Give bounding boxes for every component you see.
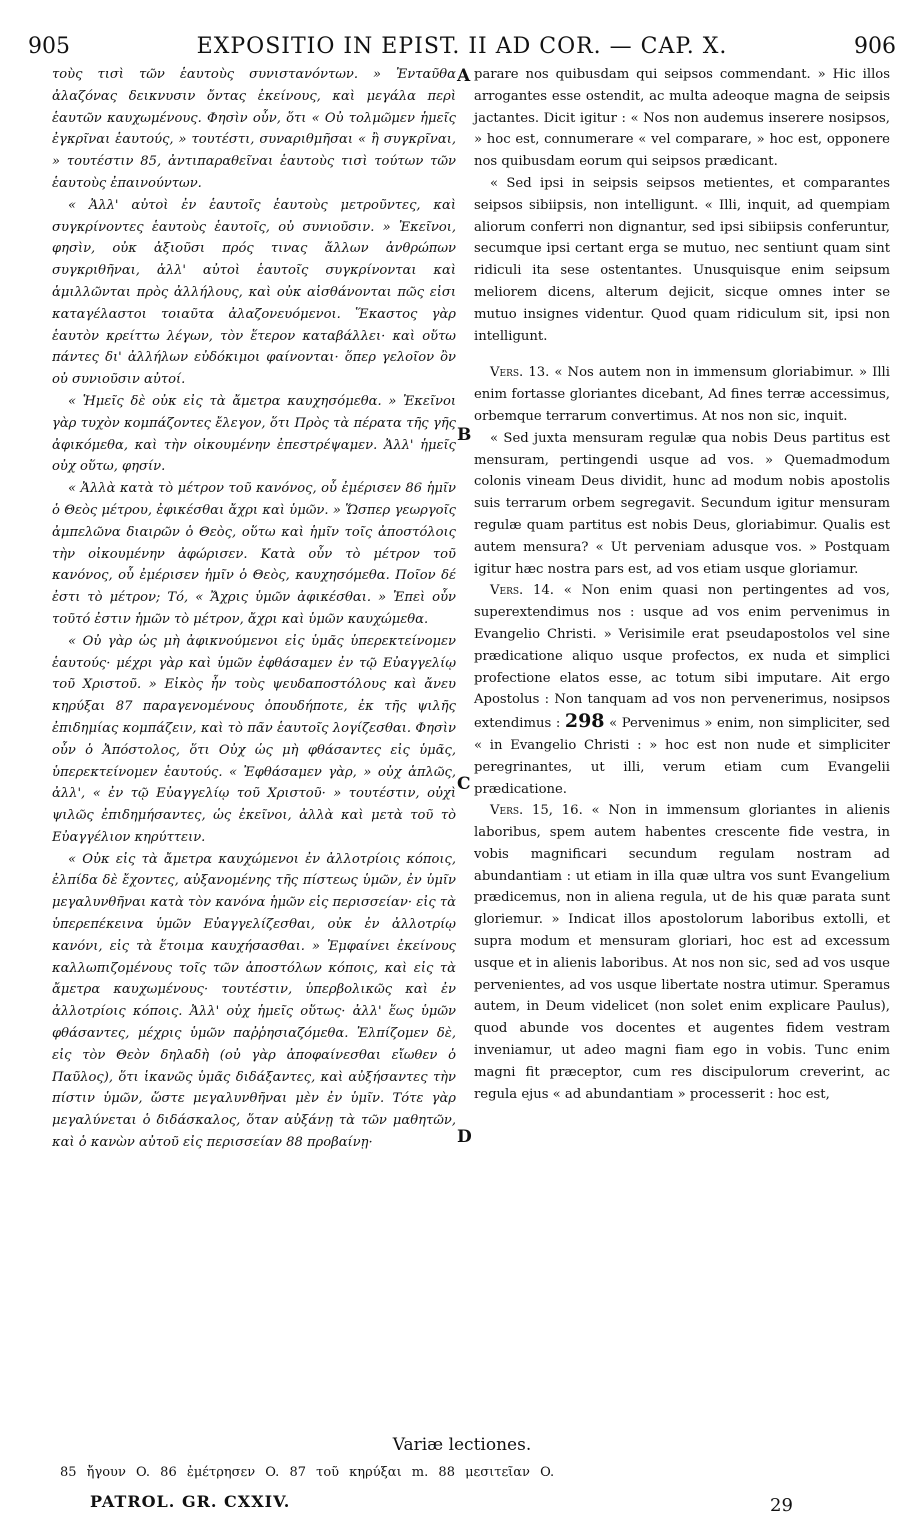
latin-paragraph: « Sed ipsi in seipsis seipsos metientes, et comparantes seipsos sibiipsis, non intelligunt. « Illi, inquit, ad quempiam aliorum conferri non dignantur, sed ipsi sibiipsis conferuntur, secumque ipsi certant erga se mutuo, nec sentiunt quam sint ridiculi ita sese ostentantes. Unusquisque enim seipsum meliorem dicens, alterum dejicit, sicque omnes inter se mutuo insignes videntur. Quod quam ridiculum sit, ipsi non intelligunt.	[474, 175, 890, 344]
greek-paragraph: « Ἀλλὰ κατὰ τὸ μέτρον τοῦ κανόνος, οὗ ἐμέρισεν 86 ἡμῖν ὁ Θεὸς μέτρου, ἐφικέσθαι ἄχρι καὶ ὑμῶν. » Ὥσπερ γεωργοῖς ἀμπελῶνα διαιρῶν ὁ Θεὸς, οὕτω καὶ ἡμῖν τοῖς ἀποστόλοις τὴν οἰκουμένην ἀφώρισεν. Κατὰ οὖν τὸ μέτρον τοῦ κανόνος, οὗ ἐμέρισεν ἡμῖν ὁ Θεὸς, καυχησόμεθα. Ποῖον δέ ἐστι τὸ μέτρον; Τό, « Ἄχρις ὑμῶν ἀφικέσθαι. » Ἐπεὶ οὖν τοῦτό ἐστιν ἡμῶν τὸ μέτρον, ἄχρι καὶ ὑμῶν καυχώμεθα.	[52, 481, 456, 627]
margin-marker-a: A	[457, 66, 471, 86]
patrologia-reference: PATROL. GR. CXXIV.	[90, 1492, 291, 1511]
page-number-right: 906	[854, 34, 896, 59]
latin-column	[474, 64, 890, 1105]
running-title: EXPOSITIO IN EPIST. II AD COR. — CAP. X.	[196, 34, 728, 59]
latin-text: « Non in immensum gloriantes in alienis laboribus, spem autem habentes crescente fide vestra, in vobis magnificari secundum regulam nostram ad abundantiam : ut etiam in illa quæ ultra vos sunt Evangelium prædicemus, non in aliena regula, ut de his quæ parata sunt gloriemur. » Indicat illos apostolorum laboribus extolli, et supra modum et mensuram gloriari, hoc est ad excessum usque et in alienis laboribus. At nos non sic, sed ad vos usque pervenientes, ad vos usque libertate nostra utimur. Speramus autem, in Deum videlicet (non solet enim explicare Paulus), quod abunde vos docentes et augentes fidem vestram inveniamur, ut adeo magni fiam ego in vobis. Tunc enim magni fit præceptor, cum res discipulorum creverint, ac regula ejus « ad abundantiam » processerit : hoc est,	[474, 803, 890, 1102]
latin-text: « Non enim quasi non pertingentes ad vos, superextendimus nos : usque ad vos enim pervenimus in Evangelio Christi. » Verisimile erat pseudapostolos vel sine prædicatione aliquo usque profectos, ex nuda et simplici profectione elatos esse, ac totum sibi imputare. Ait ergo Apostolus : Non tanquam ad vos non pervenerimus, nosipsos extendimus :	[474, 583, 890, 732]
latin-paragraph	[474, 580, 890, 800]
greek-paragraph: « Ἀλλ' αὐτοὶ ἐν ἑαυτοῖς ἑαυτοὺς μετροῦντες, καὶ συγκρίνοντες ἑαυτοὺς ἑαυτοῖς, οὐ συνιοῦσιν. » Ἐκεῖνοι, φησὶν, οὐκ ἀξιοῦσι πρός τινας ἄλλων ἀνθρώπων συγκριθῆναι, ἀλλ' αὐτοὶ ἑαυτοῖς συγκρίνονται καὶ ἁμιλλῶνται πρὸς ἀλλήλους, καὶ οὐκ αἰσθάνονται πῶς εἰσι καταγέλαστοι τοιαῦτα ἀλαζονευόμενοι. Ἕκαστος γὰρ ἑαυτὸν κρείττω λέγων, τὸν ἕτερον καταβάλλει· καὶ οὕτω πάντες δι' ἀλλήλων εὐδόκιμοι φαίνονται· ὅπερ γελοῖον ὂν οὐ συνιοῦσιν αὐτοί.	[52, 197, 456, 388]
greek-paragraph: « Οὐκ εἰς τὰ ἄμετρα καυχώμενοι ἐν ἀλλοτρίοις κόποις, ἐλπίδα δὲ ἔχοντες, αὐξανομένης τῆς πίστεως ὑμῶν, ἐν ὑμῖν μεγαλυνθῆναι κατὰ τὸν κανόνα ἡμῶν εἰς περισσείαν· εἰς τὰ ὑπερεπέκεινα ὑμῶν Εὐαγγελίζεσθαι, οὐκ ἐν ἀλλοτρίῳ κανόνι, εἰς τὰ ἕτοιμα καυχήσασθαι. » Ἐμφαίνει ἐκείνους καλλωπιζομένους τοῖς τῶν ἀποστόλων κόποις, καὶ εἰς τὰ ἄμετρα καυχωμένους· τουτέστιν, ὑπερβολικῶς καὶ ἐν ἀλλοτρίοις κόποις. Ἀλλ' οὐχ ἡμεῖς οὕτως· ἀλλ' ἕως ὑμῶν φθάσαντες, μέχρις ὑμῶν παῤῥησιαζόμεθα. Ἐλπίζομεν δὲ, εἰς τὸν Θεὸν δηλαδὴ (οὐ γὰρ ἀποφαίνεσθαι εἴωθεν ὁ Παῦλος), ὅτι ἱκανῶς ὑμᾶς διδάξαντες, καὶ αὐξήσαντες τὴν πίστιν ὑμῶν, ὥστε μεγαλυνθῆναι μὲν ἐν ὑμῖν. Τότε γὰρ μεγαλύνεται ὁ διδάσκαλος, ὅταν αὐξάνῃ τὰ τῶν μαθητῶν, καὶ ὁ κανὼν αὐτοῦ εἰς περισσείαν 88 προβαίνῃ·	[52, 851, 456, 1151]
margin-marker-b: B	[457, 425, 472, 445]
variae-lectiones-title: Variæ lectiones.	[392, 1435, 532, 1455]
signature-mark: 29	[770, 1495, 793, 1516]
column-number: 298	[564, 710, 605, 733]
greek-paragraph: « Ἡμεῖς δὲ οὐκ εἰς τὰ ἄμετρα καυχησόμεθα. » Ἐκεῖνοι γὰρ τυχὸν κομπάζοντες ἔλεγον, ὅτι Πρὸς τὰ πέρατα τῆς γῆς ἀφικόμεθα, καὶ τὴν οἰκουμένην ἐπεστρέψαμεν. Ἀλλ' ἡμεῖς οὐχ οὕτω, φησίν.	[52, 393, 456, 475]
greek-column	[52, 64, 456, 1154]
footnotes	[60, 1465, 554, 1480]
latin-text: « Pervenimus » enim, non simpliciter, sed « in Evangelio Christi : » hoc est non nude et simpliciter peregrinantes, ut illi, verum etiam cum Evangelii prædicatione.	[474, 716, 891, 797]
footnote: 87 τοῦ κηρύξαι m.	[289, 1465, 429, 1480]
margin-marker-d: D	[457, 1127, 472, 1147]
footnote: 85 ἤγουν O.	[60, 1465, 151, 1480]
greek-paragraph: τοὺς τισὶ τῶν ἑαυτοὺς συνιστανόντων. » Ἐνταῦθα ἀλαζόνας δεικνυσιν ὄντας ἐκείνους, καὶ μεγάλα περὶ ἑαυτῶν καυχωμένους. Φησὶν οὖν, ὅτι « Οὐ τολμῶμεν ἡμεῖς ἐγκρῖναι ἑαυτούς, » τουτέστι, συναριθμῆσαι « ἢ συγκρῖναι, » τουτέστιν 85, ἀντιπαραθεῖναι ἑαυτοὺς τισὶ τούτων τῶν ἑαυτοὺς ἐπαινούντων.	[52, 67, 456, 191]
margin-marker-c: C	[457, 774, 471, 794]
verse-label: Vers. 14.	[490, 583, 554, 599]
latin-paragraph: « Sed juxta mensuram regulæ qua nobis Deus partitus est mensuram, pertingendi usque ad vos. » Quemadmodum colonis vineam Deus dividit, hunc ad modum nobis apostolis suis terrarum orbem segregavit. Secundum igitur mensuram regulæ quam partitus est nobis Deus, gloriabimur. Qualis est autem mensura? « Ut perveniam adusque vos. » Postquam igitur hæc nostra pars est, ad vos etiam usque gloriamur.	[474, 430, 890, 577]
latin-paragraph	[474, 362, 890, 427]
latin-paragraph	[474, 800, 890, 1105]
footnote: 88 μεσιτεῖαν O.	[438, 1465, 555, 1480]
latin-paragraph: parare nos quibusdam qui seipsos commendant. » Hic illos arrogantes esse ostendit, ac multa adeoque magna de seipsis jactantes. Dicit igitur : « Nos non audemus inserere nosipsos, » hoc est, connumerare « vel comparare, » hoc est, opponere nos quibusdam eorum qui seipsos prædicant.	[474, 67, 890, 170]
verse-label: Vers. 13.	[490, 365, 550, 381]
page-number-left: 905	[28, 34, 70, 59]
verse-label: Vers. 15, 16.	[490, 803, 583, 819]
latin-text: « Nos autem non in immensum gloriabimur. » Illi enim fortasse gloriantes dicebant, Ad fines terræ accessimus, orbemque terrarum convertimus. At nos non sic, inquit.	[474, 365, 890, 424]
greek-paragraph: « Οὐ γὰρ ὡς μὴ ἀφικνούμενοι εἰς ὑμᾶς ὑπερεκτείνομεν ἑαυτούς· μέχρι γὰρ καὶ ὑμῶν ἐφθάσαμεν ἐν τῷ Εὐαγγελίῳ τοῦ Χριστοῦ. » Εἰκὸς ἦν τοὺς ψευδαποστόλους καὶ ἄνευ κηρύξαι 87 παραγενομένους ὁπουδήποτε, ἐκ τῆς ψιλῆς ἐπιδημίας κομπάζειν, καὶ τὸ πᾶν ἑαυτοῖς λογίζεσθαι. Φησὶν οὖν ὁ Ἀπόστολος, ὅτι Οὐχ ὡς μὴ φθάσαντες εἰς ὑμᾶς, ὑπερεκτείνομεν ἑαυτούς. « Ἐφθάσαμεν γὰρ, » οὐχ ἁπλῶς, ἀλλ', « ἐν τῷ Εὐαγγελίῳ τοῦ Χριστοῦ· » τουτέστιν, οὐχὶ ψιλῶς ἐπιδημήσαντες, ὡς ἐκεῖνοι, ἀλλὰ καὶ μετὰ τοῦ τὸ Εὐαγγέλιον κηρύττειν.	[52, 633, 456, 845]
footnote: 86 ἐμέτρησεν O.	[160, 1465, 280, 1480]
